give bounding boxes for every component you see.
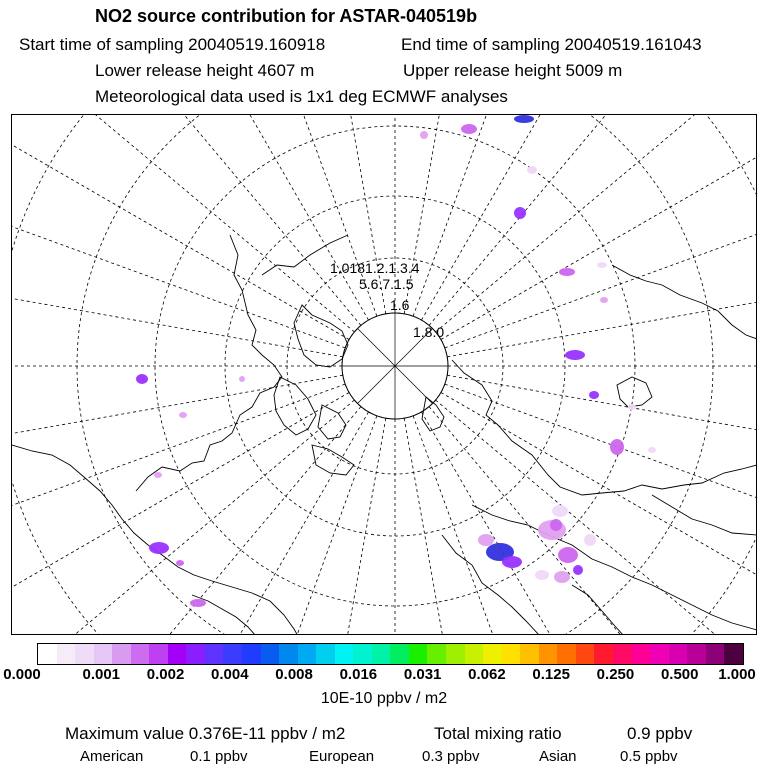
color-scale-cell — [149, 644, 168, 664]
color-scale-bar — [37, 643, 744, 665]
color-scale-cell — [427, 644, 446, 664]
color-scale-cell — [57, 644, 76, 664]
meridian-line — [436, 115, 757, 332]
color-scale-cell — [223, 644, 242, 664]
meridian-line — [12, 393, 349, 636]
meridian-line — [12, 115, 349, 340]
color-scale-tick-label: 0.008 — [275, 666, 313, 683]
meridian-line — [445, 384, 757, 635]
plume-blob — [514, 207, 526, 219]
color-scale-cell — [112, 644, 131, 664]
latitude-circle — [12, 115, 757, 635]
meridian-line — [422, 115, 758, 320]
plume-blob — [565, 350, 585, 360]
color-scale-cell — [94, 644, 113, 664]
meridian-line — [436, 400, 757, 635]
color-scale-cell — [520, 644, 539, 664]
plume-blob — [502, 556, 522, 568]
center-label-text: 1.6 — [390, 297, 410, 313]
center-label-text: 5.6.7.1.5 — [359, 276, 414, 292]
coastline-path — [572, 585, 624, 635]
color-scale-cell — [576, 644, 595, 664]
color-scale-cell — [613, 644, 632, 664]
color-scale-cell — [131, 644, 150, 664]
plume-blob — [552, 505, 568, 517]
color-scale-cell — [687, 644, 706, 664]
plume-blob — [149, 542, 169, 554]
plume-blob — [535, 570, 549, 580]
coastline-path — [318, 405, 346, 439]
meridian-line — [12, 115, 361, 325]
plume-blob — [527, 166, 537, 174]
color-scale-tick-label: 0.250 — [596, 666, 635, 683]
plume-blob — [478, 534, 494, 546]
color-scale-tick-label: 0.004 — [211, 666, 249, 683]
meridian-line — [413, 115, 703, 316]
plume-blob — [554, 571, 570, 583]
coastline-path — [274, 377, 316, 435]
maximum-value-label: Maximum value 0.376E-11 ppbv / m2 — [65, 724, 346, 743]
asian-value: 0.5 ppbv — [620, 748, 678, 765]
plume-blob — [179, 412, 187, 418]
plume-blob — [628, 404, 636, 410]
concentration-plumes — [136, 115, 656, 607]
coastlines — [12, 235, 757, 635]
lat-lon-grid — [12, 115, 757, 635]
american-value: 0.1 ppbv — [190, 748, 248, 765]
color-scale-tick-label: 0.016 — [339, 666, 378, 683]
lower-height-label: Lower release height 4607 m — [95, 61, 315, 80]
center-label-text: 1.0181.2.1.3.4 — [330, 260, 420, 276]
color-scale-cell — [724, 644, 743, 664]
color-scale-tick-label: 0.001 — [82, 666, 121, 683]
color-scale-cell — [650, 644, 669, 664]
coastline-path — [612, 265, 757, 339]
color-scale-cell — [706, 644, 725, 664]
plume-blob — [589, 391, 599, 399]
color-scale-tick-label: 0.125 — [532, 666, 570, 683]
color-scale-cell — [557, 644, 576, 664]
plume-blob — [600, 297, 608, 303]
color-scale-cell — [242, 644, 261, 664]
meridian-line — [441, 115, 757, 340]
coastline-path — [617, 377, 652, 407]
coastline-path — [294, 305, 348, 367]
total-mixing-label: Total mixing ratio — [434, 724, 562, 743]
color-scale-cell — [409, 644, 428, 664]
center-label-text: 1.8.0 — [413, 324, 445, 340]
meridian-line — [404, 418, 551, 635]
plume-blob — [154, 472, 162, 478]
color-scale-cell — [390, 644, 409, 664]
color-scale-cell — [205, 644, 224, 664]
meridian-line — [239, 418, 386, 635]
meridian-line — [445, 115, 757, 348]
color-scale-cell — [168, 644, 187, 664]
center-label-cluster — [330, 260, 444, 340]
meridian-line — [447, 210, 757, 357]
color-scale-cell — [539, 644, 558, 664]
plume-blob — [597, 262, 607, 268]
plume-blob — [136, 374, 148, 384]
start-time-label: Start time of sampling 20040519.160918 — [19, 35, 326, 54]
color-scale-tick-label: 0.000 — [3, 666, 41, 683]
plume-blob — [514, 115, 534, 123]
color-scale-units: 10E-10 ppbv / m2 — [320, 690, 448, 707]
coastline-path — [652, 495, 757, 535]
meridian-line — [12, 115, 345, 348]
meridian-line — [12, 384, 345, 635]
meridian-line — [12, 375, 343, 522]
plume-blob — [573, 565, 583, 575]
color-scale-cell — [279, 644, 298, 664]
coastline-path — [312, 445, 354, 475]
color-scale-tick-label: 0.002 — [146, 666, 185, 683]
color-scale-cell — [335, 644, 354, 664]
color-scale-tick-label: 0.062 — [468, 666, 506, 683]
color-scale-cell — [298, 644, 317, 664]
european-label: European — [309, 748, 375, 765]
plume-blob — [584, 534, 596, 546]
color-scale-cell — [465, 644, 484, 664]
meridian-line — [12, 210, 343, 357]
color-scale-cell — [75, 644, 94, 664]
plume-blob — [559, 268, 575, 276]
color-scale-cell — [38, 644, 57, 664]
latitude-circle — [12, 115, 757, 635]
plume-blob — [648, 447, 656, 453]
plume-blob — [550, 519, 562, 531]
american-label: American — [80, 748, 144, 765]
meridian-line — [404, 115, 551, 314]
color-scale-cell — [483, 644, 502, 664]
color-scale-cell — [372, 644, 391, 664]
meridian-line — [12, 400, 354, 635]
color-scale-cell — [502, 644, 521, 664]
plume-blob — [239, 376, 245, 382]
color-scale-cell — [261, 644, 280, 664]
meridian-line — [441, 393, 757, 636]
met-data-label: Meteorological data used is 1x1 deg ECMWF analyses — [95, 87, 508, 106]
meridian-line — [87, 416, 377, 635]
map-canvas — [12, 115, 757, 635]
color-scale-cell — [316, 644, 335, 664]
total-mixing-value: 0.9 ppbv — [627, 724, 693, 743]
chart-title: NO2 source contribution for ASTAR-040519b — [95, 6, 478, 26]
color-scale-tick-label: 1.000 — [718, 666, 756, 683]
plume-blob — [176, 560, 184, 566]
coastline-path — [452, 360, 757, 495]
meridian-line — [447, 375, 757, 522]
meridian-line — [12, 407, 361, 635]
color-scale-tick-label: 0.500 — [660, 666, 699, 683]
plume-blob — [190, 599, 206, 607]
end-time-label: End time of sampling 20040519.161043 — [401, 35, 702, 54]
latitude-circle — [12, 115, 757, 635]
plume-blob — [610, 439, 624, 455]
coastline-path — [422, 397, 444, 431]
upper-height-label: Upper release height 5009 m — [403, 61, 623, 80]
color-scale-cell — [594, 644, 613, 664]
asian-label: Asian — [539, 748, 577, 765]
polar-map — [11, 114, 757, 635]
plume-blob — [420, 131, 428, 139]
color-scale-cell — [353, 644, 372, 664]
color-scale-cell — [446, 644, 465, 664]
plume-blob — [558, 547, 578, 563]
plume-blob — [461, 124, 477, 134]
color-scale-tick-label: 0.031 — [403, 666, 442, 683]
meridian-line — [87, 115, 377, 316]
color-scale-cell — [669, 644, 688, 664]
color-scale-cell — [186, 644, 205, 664]
color-scale-cell — [632, 644, 651, 664]
european-value: 0.3 ppbv — [422, 748, 480, 765]
